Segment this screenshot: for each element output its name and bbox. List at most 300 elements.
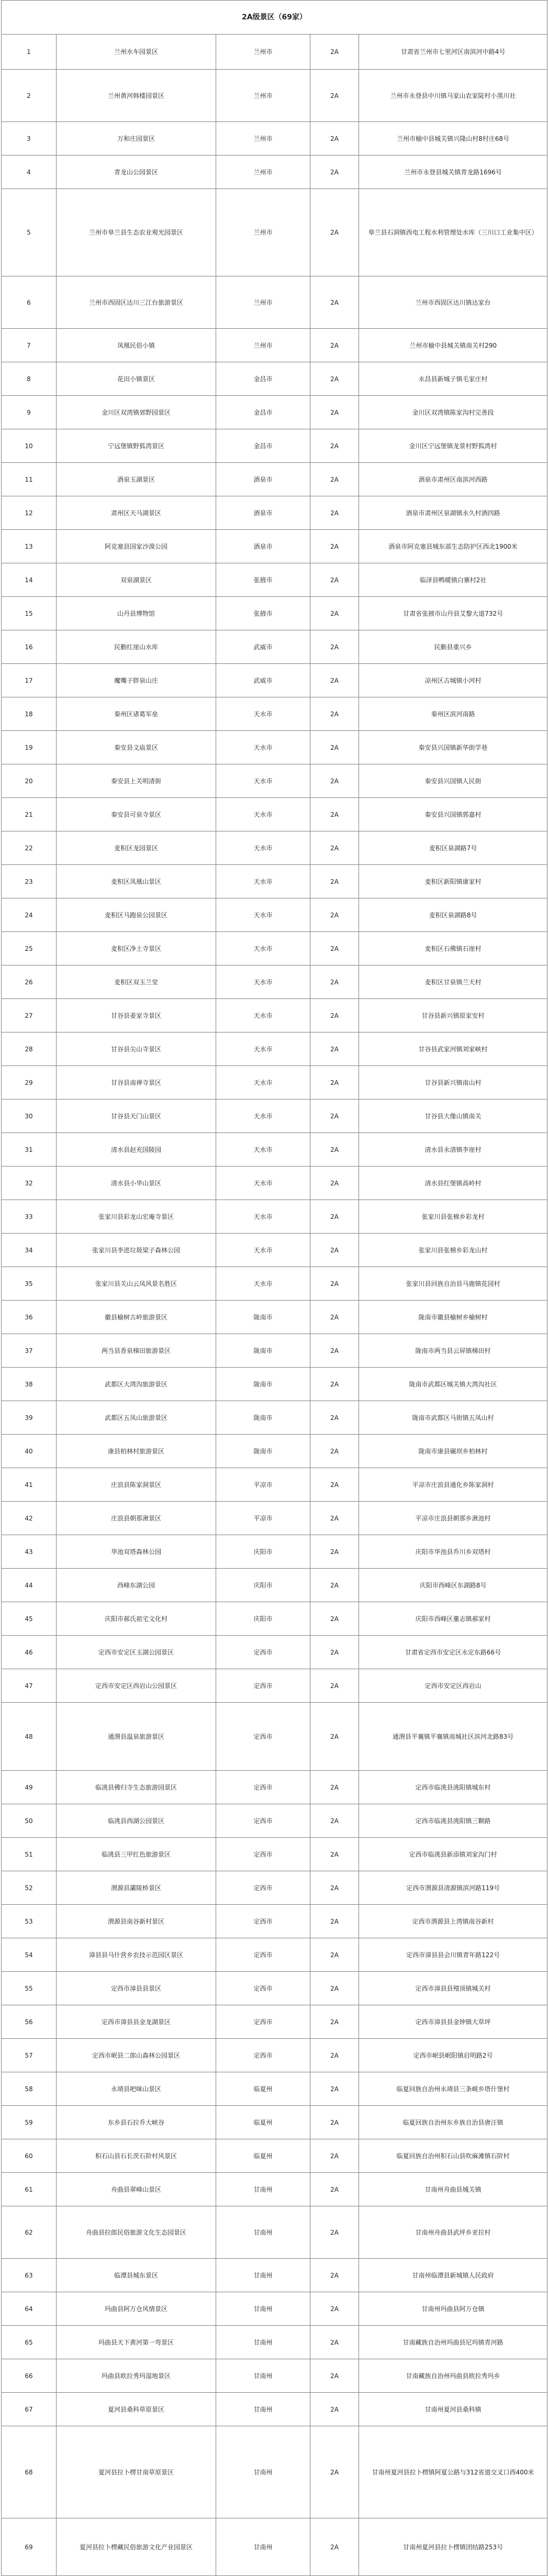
city-name: 兰州市 [216,35,310,70]
city-name: 陇南市 [216,1301,310,1334]
table-row [2,1234,547,1267]
city-name: 陇南市 [216,1368,310,1401]
scenic-spot-name: 玛曲县阿万仓风情景区 [57,2292,216,2326]
city-name: 定西市 [216,1838,310,1871]
address: 金川区宁远堡镇龙景村野狐湾村 [359,429,547,463]
grade-level: 2A [310,932,359,965]
scenic-spot-name: 凤凰民俗小镇 [57,329,216,362]
grade-level: 2A [310,496,359,530]
address: 秦州区滨河南路 [359,697,547,731]
row-number: 21 [2,798,57,831]
scenic-spot-name: 民勤红崖山水库 [57,630,216,664]
row-number: 33 [2,1200,57,1234]
city-name: 定西市 [216,1669,310,1703]
table-row [2,597,547,630]
address: 酒泉市肃州区泉湖镇永久村酒四路 [359,496,547,530]
address: 陇南市徽县榆树乡榆树村 [359,1301,547,1334]
grade-level: 2A [310,2292,359,2326]
city-name: 天水市 [216,1133,310,1167]
address: 甘肃省兰州市七里河区南滨河中路4号 [359,35,547,70]
grade-level: 2A [310,362,359,396]
grade-level: 2A [310,1167,359,1200]
grade-level: 2A [310,35,359,70]
row-number: 64 [2,2292,57,2326]
scenic-spot-name: 玛曲县天下黄河第一弯景区 [57,2326,216,2359]
city-name: 天水市 [216,1100,310,1133]
row-number: 15 [2,597,57,630]
address: 甘南州夏河县桑科镇 [359,2393,547,2426]
scenic-spot-name: 夏河县拉卜楞藏民俗旅游文化产业园景区 [57,2518,216,2576]
scenic-spot-name: 麦积区龙园景区 [57,831,216,865]
grade-level: 2A [310,1401,359,1435]
scenic-spot-name: 宁远堡镇野狐湾景区 [57,429,216,463]
scenic-spot-name: 庄浪县朝那湫景区 [57,1502,216,1535]
address: 永昌县新城子镇毛家庄村 [359,362,547,396]
scenic-spot-name: 武都区大湾沟旅游景区 [57,1368,216,1401]
scenic-spot-name: 积石山县石长茨石阶村风景区 [57,2139,216,2173]
scenic-spot-name: 定西市安定区西岩山公园景区 [57,1669,216,1703]
grade-level: 2A [310,764,359,798]
table-row [2,2039,547,2072]
table-row [2,2292,547,2326]
address: 兰州市永登县中川镇马家山农家陡村小黑川社 [359,70,547,122]
row-number: 30 [2,1100,57,1133]
table-row [2,999,547,1032]
address: 定西市岷县岷阳镇启明路2号 [359,2039,547,2072]
table-row [2,1502,547,1535]
address: 甘南州舟曲县武坪乡亚拉村 [359,2206,547,2259]
scenic-spot-name: 魔嘴子胖泉山庄 [57,664,216,697]
city-name: 武威市 [216,664,310,697]
address: 甘谷县新兴镇南山村 [359,1066,547,1100]
city-name: 天水市 [216,965,310,999]
row-number: 41 [2,1468,57,1502]
city-name: 天水市 [216,831,310,865]
table-row [2,1200,547,1234]
table-row [2,329,547,362]
scenic-spot-name: 麦积区净土寺景区 [57,932,216,965]
table-row [2,70,547,122]
address: 庆阳市西峰区董志镇郝家村 [359,1602,547,1636]
city-name: 天水市 [216,1167,310,1200]
address: 张家川县张棉乡彩龙山村 [359,1234,547,1267]
scenic-spot-name: 秦安县上关明清街 [57,764,216,798]
address: 定西市临洮县洮阳镇三颗路 [359,1804,547,1838]
city-name: 兰州市 [216,329,310,362]
city-name: 兰州市 [216,276,310,329]
address: 麦积区石佛镇石崖村 [359,932,547,965]
address: 定西市漳县县会川镇青年路122号 [359,1938,547,1972]
city-name: 甘南州 [216,2292,310,2326]
city-name: 金昌市 [216,429,310,463]
address: 张家川县回族自治县马鹿镇花园村 [359,1267,547,1301]
address: 定西市临洮县洮阳镇城东村 [359,1771,547,1804]
row-number: 11 [2,463,57,496]
scenic-spot-name: 临潭县城东景区 [57,2259,216,2292]
address: 陇南市武都区城关镇大湾沟社区 [359,1368,547,1401]
address: 酒泉市肃州区南滨河西路 [359,463,547,496]
table-row [2,1871,547,1905]
row-number: 31 [2,1133,57,1167]
grade-level: 2A [310,1066,359,1100]
address: 陇南市两当县云屏镇梯田村 [359,1334,547,1368]
city-name: 甘南州 [216,2206,310,2259]
city-name: 定西市 [216,1804,310,1838]
address: 皋兰县石洞镇西电工程水利管理处水库（三川口工业集中区） [359,189,547,276]
scenic-spot-name: 清水县赵充国陵园 [57,1133,216,1167]
table-row [2,1602,547,1636]
address: 清水县红堡镇高岭村 [359,1167,547,1200]
scenic-spot-name: 兰州水车园景区 [57,35,216,70]
scenic-spot-name: 金川区双湾镇郊野园景区 [57,396,216,429]
address: 庆阳市华池县乔川乡双塔村 [359,1535,547,1569]
address: 秦安县兴国镇新华街学巷 [359,731,547,764]
city-name: 甘南州 [216,2426,310,2518]
table-row [2,1435,547,1468]
scenic-spot-name: 舟曲县翠峰山景区 [57,2173,216,2206]
scenic-spot-name: 庆阳市郝氏祖宅文化村 [57,1602,216,1636]
table-row [2,1267,547,1301]
address: 甘谷县大像山镇南关 [359,1100,547,1133]
city-name: 临夏州 [216,2106,310,2139]
row-number: 38 [2,1368,57,1401]
address: 定西市临洮县新添镇刘家沟门村 [359,1838,547,1871]
grade-level: 2A [310,1234,359,1267]
address: 临夏回族自治州积石山县吹麻滩镇石阶村 [359,2139,547,2173]
address: 定西市漳县县金钟镇大草坪 [359,2005,547,2039]
table-row [2,1838,547,1871]
address: 临夏回族自治州东乡族自治县唐汪镇 [359,2106,547,2139]
address: 民勤县重兴乡 [359,630,547,664]
city-name: 定西市 [216,1703,310,1771]
grade-level: 2A [310,2426,359,2518]
grade-level: 2A [310,563,359,597]
address: 甘谷县新兴镇原家安村 [359,999,547,1032]
address: 兰州市永登县城关镇青龙路1696号 [359,156,547,189]
row-number: 57 [2,2039,57,2072]
grade-level: 2A [310,597,359,630]
city-name: 定西市 [216,2039,310,2072]
city-name: 定西市 [216,1871,310,1905]
table-row [2,2173,547,2206]
city-name: 临夏州 [216,2139,310,2173]
city-name: 定西市 [216,1905,310,1938]
grade-level: 2A [310,1267,359,1301]
grade-level: 2A [310,965,359,999]
row-number: 28 [2,1032,57,1066]
grade-level: 2A [310,1703,359,1771]
grade-level: 2A [310,122,359,156]
table-row [2,2259,547,2292]
row-number: 35 [2,1267,57,1301]
city-name: 天水市 [216,932,310,965]
city-name: 甘南州 [216,2518,310,2576]
address: 麦积区泉湖路7号 [359,831,547,865]
scenic-spot-name: 永靖县吧咪山景区 [57,2072,216,2106]
city-name: 兰州市 [216,189,310,276]
row-number: 50 [2,1804,57,1838]
table-row [2,1301,547,1334]
row-number: 43 [2,1535,57,1569]
table-row [2,932,547,965]
table-row [2,1066,547,1100]
table-row [2,2393,547,2426]
scenic-spot-name: 双泉湖景区 [57,563,216,597]
city-name: 天水市 [216,898,310,932]
row-number: 37 [2,1334,57,1368]
address: 麦积区新阳镇康家村 [359,865,547,898]
table-row [2,1938,547,1972]
row-number: 49 [2,1771,57,1804]
grade-level: 2A [310,1669,359,1703]
city-name: 张掖市 [216,597,310,630]
table-row [2,1401,547,1435]
city-name: 甘南州 [216,2393,310,2426]
row-number: 67 [2,2393,57,2426]
grade-level: 2A [310,1905,359,1938]
row-number: 22 [2,831,57,865]
city-name: 陇南市 [216,1401,310,1435]
grade-level: 2A [310,1771,359,1804]
table-row [2,2139,547,2173]
grade-level: 2A [310,1468,359,1502]
table-row [2,1972,547,2005]
scenic-spot-name: 兰州市西固区达川三江台旅游景区 [57,276,216,329]
address: 甘南藏族自治州玛曲县尼玛镇青河路 [359,2326,547,2359]
row-number: 55 [2,1972,57,2005]
row-number: 54 [2,1938,57,1972]
table-row [2,630,547,664]
address: 秦安县兴国镇人民街 [359,764,547,798]
scenic-spot-name: 临洮县西湖公园景区 [57,1804,216,1838]
row-number: 12 [2,496,57,530]
table-row [2,1535,547,1569]
scenic-spot-name: 山丹县博物馆 [57,597,216,630]
city-name: 天水市 [216,764,310,798]
address: 甘肃省定西市安定区永定东路66号 [359,1636,547,1669]
city-name: 定西市 [216,1636,310,1669]
grade-level: 2A [310,1334,359,1368]
table-row [2,1368,547,1401]
address: 甘南州舟曲县城关镇 [359,2173,547,2206]
row-number: 60 [2,2139,57,2173]
grade-level: 2A [310,664,359,697]
city-name: 兰州市 [216,70,310,122]
table-row [2,396,547,429]
grade-level: 2A [310,1100,359,1133]
address: 麦积区泉湖路8号 [359,898,547,932]
row-number: 56 [2,2005,57,2039]
scenic-spot-name: 张家川县彩龙山宏庵寺景区 [57,1200,216,1234]
grade-level: 2A [310,1368,359,1401]
table-row [2,865,547,898]
scenic-spot-name: 渭源县灞陵桥景区 [57,1871,216,1905]
table-row [2,2206,547,2259]
scenic-spot-name: 定西市安定区玉湖公园景区 [57,1636,216,1669]
grade-level: 2A [310,2139,359,2173]
grade-level: 2A [310,429,359,463]
table-row [2,1804,547,1838]
address: 定西市漳县县殪顶镇城关村 [359,1972,547,2005]
row-number: 24 [2,898,57,932]
table-row [2,429,547,463]
row-number: 51 [2,1838,57,1871]
scenic-spot-name: 华池双塔森林公园 [57,1535,216,1569]
table-row [2,2518,547,2576]
row-number: 32 [2,1167,57,1200]
row-number: 9 [2,396,57,429]
row-number: 13 [2,530,57,563]
row-number: 34 [2,1234,57,1267]
address: 陇南市武都区马街镇五凤山村 [359,1401,547,1435]
city-name: 兰州市 [216,156,310,189]
row-number: 17 [2,664,57,697]
city-name: 天水市 [216,1032,310,1066]
scenic-spot-name: 临洮县佛归寺生态旅游园景区 [57,1771,216,1804]
address: 甘南州夏河县拉卜楞镇团结路253号 [359,2518,547,2576]
grade-level: 2A [310,189,359,276]
city-name: 天水市 [216,798,310,831]
row-number: 61 [2,2173,57,2206]
grade-level: 2A [310,2206,359,2259]
scenic-spot-name: 万和庄园景区 [57,122,216,156]
city-name: 天水市 [216,731,310,764]
grade-level: 2A [310,865,359,898]
address: 定西市安定区西岩山 [359,1669,547,1703]
row-number: 63 [2,2259,57,2292]
row-number: 62 [2,2206,57,2259]
table-row [2,1468,547,1502]
table-row [2,697,547,731]
address: 甘南州临潭县新城镇人民政府 [359,2259,547,2292]
row-number: 14 [2,563,57,597]
address: 临泽县鸭暖镇白寨村2社 [359,563,547,597]
row-number: 23 [2,865,57,898]
address: 甘肃省张掖市山丹县艾黎大道732号 [359,597,547,630]
grade-level: 2A [310,697,359,731]
row-number: 53 [2,1905,57,1938]
grade-level: 2A [310,898,359,932]
scenic-spot-name: 东乡县石拉乔大峡谷 [57,2106,216,2139]
scenic-spot-name: 渭源县南谷新村景区 [57,1905,216,1938]
table-row [2,563,547,597]
scenic-spot-name: 甘谷县尖山寺景区 [57,1032,216,1066]
row-number: 52 [2,1871,57,1905]
grade-level: 2A [310,1133,359,1167]
city-name: 甘南州 [216,2326,310,2359]
scenic-spot-name: 舟曲县拉郎民俗旅游文化生态园景区 [57,2206,216,2259]
scenic-spot-name: 甘谷县姜家寺景区 [57,999,216,1032]
table-row [2,1032,547,1066]
scenic-spot-name: 张家川县关山云凤风景名胜区 [57,1267,216,1301]
grade-level: 2A [310,630,359,664]
city-name: 庆阳市 [216,1535,310,1569]
address: 甘南藏族自治州玛曲县欧拉秀玛乡 [359,2359,547,2393]
grade-level: 2A [310,2393,359,2426]
address: 金川区双湾镇陈家沟村完善段 [359,396,547,429]
address: 甘南州玛曲县阿万仓镇 [359,2292,547,2326]
table-row [2,1771,547,1804]
table-row [2,1569,547,1602]
row-number: 47 [2,1669,57,1703]
table-row [2,1100,547,1133]
table-row [2,530,547,563]
table-row [2,731,547,764]
grade-level: 2A [310,1838,359,1871]
scenic-spot-name: 夏河县桑科草原景区 [57,2393,216,2426]
grade-level: 2A [310,276,359,329]
scenic-spot-name: 青龙山公园景区 [57,156,216,189]
city-name: 天水市 [216,1234,310,1267]
city-name: 酒泉市 [216,530,310,563]
city-name: 甘南州 [216,2173,310,2206]
grade-level: 2A [310,2005,359,2039]
city-name: 平凉市 [216,1468,310,1502]
address: 兰州市西固区达川镇达家台 [359,276,547,329]
row-number: 7 [2,329,57,362]
row-number: 66 [2,2359,57,2393]
grade-level: 2A [310,1804,359,1838]
city-name: 金昌市 [216,362,310,396]
grade-level: 2A [310,2039,359,2072]
city-name: 酒泉市 [216,463,310,496]
table-row [2,156,547,189]
city-name: 天水市 [216,697,310,731]
scenic-spot-name: 秦安县可泉寺景区 [57,798,216,831]
table-row [2,362,547,396]
scenic-spot-name: 通渭县温泉旅游景区 [57,1703,216,1771]
scenic-spot-name: 定西市漳县县金龙湖景区 [57,2005,216,2039]
row-number: 10 [2,429,57,463]
row-number: 44 [2,1569,57,1602]
scenic-spot-name: 阿克塞县国家沙漠公园 [57,530,216,563]
row-number: 68 [2,2426,57,2518]
table-row [2,1703,547,1771]
scenic-spot-name: 武都区五凤山旅游景区 [57,1401,216,1435]
scenic-spot-name: 两当县香泉梯田旅游景区 [57,1334,216,1368]
scenic-spot-name: 花田小镇景区 [57,362,216,396]
address: 平凉市庄浪县通化乡陈家洞村 [359,1468,547,1502]
address: 凉州区古城镇小河村 [359,664,547,697]
table-row [2,122,547,156]
city-name: 天水市 [216,865,310,898]
table-row [2,798,547,831]
row-number: 69 [2,2518,57,2576]
address: 通渭县平襄镇平襄镇南城社区滨河北路83号 [359,1703,547,1771]
table-row [2,898,547,932]
scenic-spot-name: 秦安县文庙景区 [57,731,216,764]
grade-level: 2A [310,70,359,122]
scenic-spot-name: 秦州区诸葛军垒 [57,697,216,731]
address: 兰州市榆中县城关镇兴隆山村8村庄68号 [359,122,547,156]
grade-level: 2A [310,731,359,764]
table-row [2,496,547,530]
row-number: 3 [2,122,57,156]
grade-level: 2A [310,1032,359,1066]
scenic-spot-name: 兰州市皋兰县生态农业观光园景区 [57,189,216,276]
row-number: 46 [2,1636,57,1669]
scenic-spot-name: 夏河县拉卜楞甘南草原景区 [57,2426,216,2518]
grade-level: 2A [310,1435,359,1468]
table-row [2,831,547,865]
grade-level: 2A [310,2359,359,2393]
scenic-spot-name: 临洮县三甲红色旅游景区 [57,1838,216,1871]
grade-level: 2A [310,1636,359,1669]
row-number: 19 [2,731,57,764]
row-number: 1 [2,35,57,70]
grade-level: 2A [310,2326,359,2359]
row-number: 18 [2,697,57,731]
